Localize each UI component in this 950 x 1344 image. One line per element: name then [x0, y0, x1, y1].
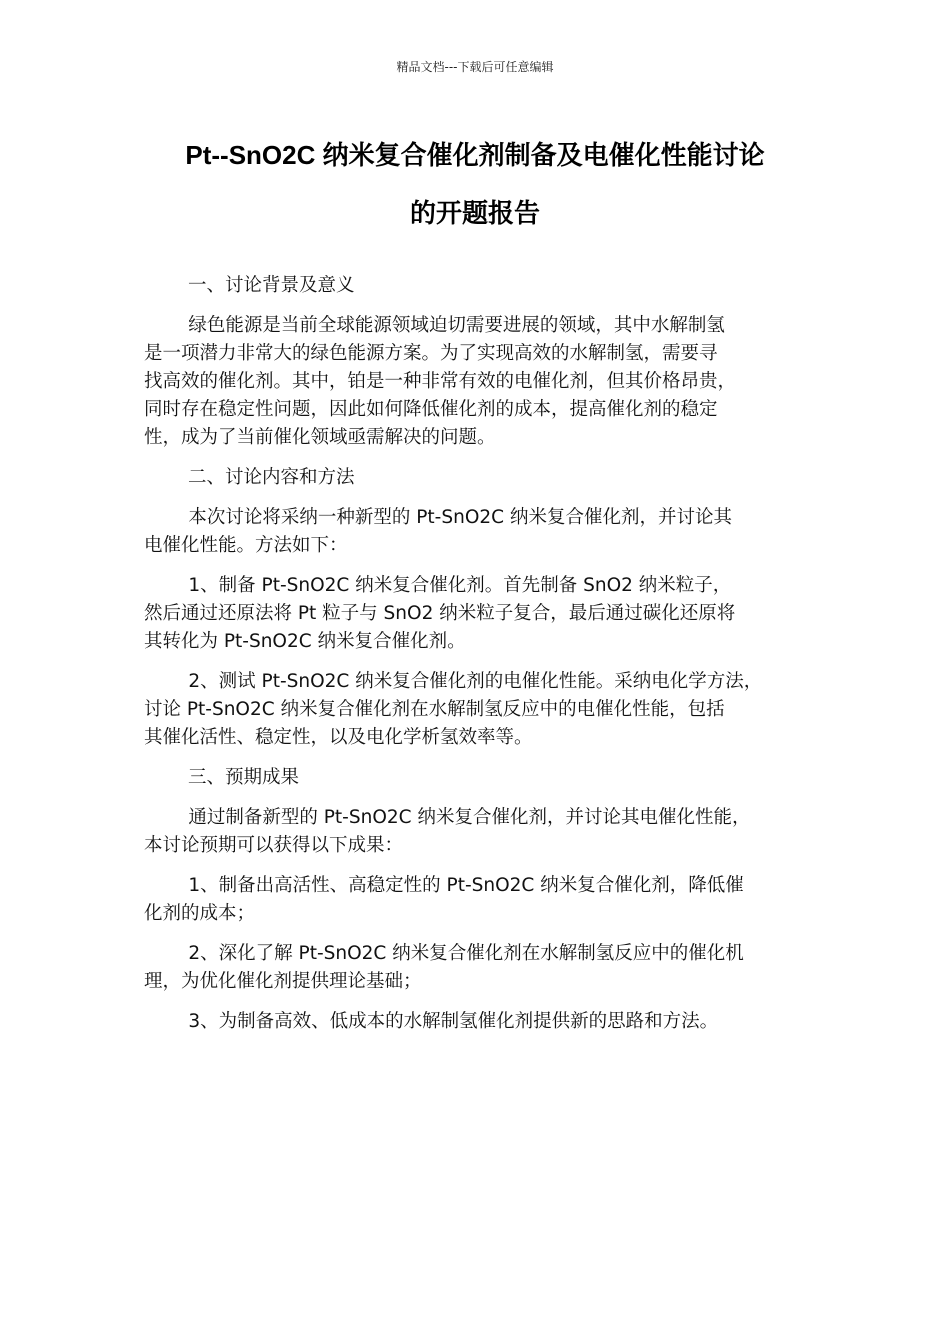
paragraph-line: 化剂的成本；: [144, 903, 256, 924]
document-title-line-2: 的开题报告: [409, 198, 540, 228]
paragraph-background: [144, 312, 810, 452]
document-body: [144, 272, 810, 1048]
paragraph-line: 然后通过还原法将 Pt 粒子与 SnO2 纳米粒子复合，最后通过碳化还原将: [144, 603, 736, 624]
paragraph-method-1: [144, 572, 810, 656]
paragraph-line: 2、深化了解 Pt-SnO2C 纳米复合催化剂在水解制氢反应中的催化机: [188, 943, 744, 964]
section-heading-background: 一、讨论背景及意义: [188, 275, 355, 296]
paragraph-line: 本讨论预期可以获得以下成果：: [144, 835, 404, 856]
paragraph-line: 1、制备 Pt-SnO2C 纳米复合催化剂。首先制备 SnO2 纳米粒子，: [188, 575, 732, 596]
paragraph-line: 3、为制备高效、低成本的水解制氢催化剂提供新的思路和方法。: [188, 1011, 719, 1032]
paragraph-results-intro: [144, 804, 810, 860]
document-title-line-1: Pt--SnO2C 纳米复合催化剂制备及电催化性能讨论: [185, 140, 765, 170]
paragraph-line: 是一项潜力非常大的绿色能源方案。为了实现高效的水解制氢，需要寻: [144, 343, 718, 364]
paragraph-line: 同时存在稳定性问题，因此如何降低催化剂的成本，提高催化剂的稳定: [144, 399, 718, 420]
header-note: 精品文档---下载后可任意编辑: [396, 60, 554, 74]
paragraph-method-2: [144, 668, 810, 752]
section-heading-expected-results: 三、预期成果: [188, 767, 300, 788]
paragraph-line: 通过制备新型的 Pt-SnO2C 纳米复合催化剂，并讨论其电催化性能，: [188, 807, 751, 828]
paragraph-line: 讨论 Pt-SnO2C 纳米复合催化剂在水解制氢反应中的电催化性能，包括: [144, 699, 725, 720]
paragraph-line: 找高效的催化剂。其中，铂是一种非常有效的电催化剂，但其价格昂贵，: [144, 371, 737, 392]
paragraph-result-1: [144, 872, 810, 928]
paragraph-result-3: [144, 1008, 810, 1036]
paragraph-line: 2、测试 Pt-SnO2C 纳米复合催化剂的电催化性能。采纳电化学方法，: [188, 671, 763, 692]
paragraph-line: 本次讨论将采纳一种新型的 Pt-SnO2C 纳米复合催化剂，并讨论其: [188, 507, 732, 528]
paragraph-result-2: [144, 940, 810, 996]
paragraph-line: 1、制备出高活性、高稳定性的 Pt-SnO2C 纳米复合催化剂，降低催: [188, 875, 744, 896]
paragraph-intro-methods: [144, 504, 810, 560]
section-heading-content-methods: 二、讨论内容和方法: [188, 467, 355, 488]
paragraph-line: 电催化性能。方法如下：: [144, 535, 348, 556]
paragraph-line: 理，为优化催化剂提供理论基础；: [144, 971, 422, 992]
paragraph-line: 其转化为 Pt-SnO2C 纳米复合催化剂。: [144, 631, 466, 652]
paragraph-line: 性，成为了当前催化领域亟需解决的问题。: [144, 427, 496, 448]
paragraph-line: 绿色能源是当前全球能源领域迫切需要进展的领域，其中水解制氢: [188, 315, 725, 336]
paragraph-line: 其催化活性、稳定性，以及电化学析氢效率等。: [144, 727, 533, 748]
